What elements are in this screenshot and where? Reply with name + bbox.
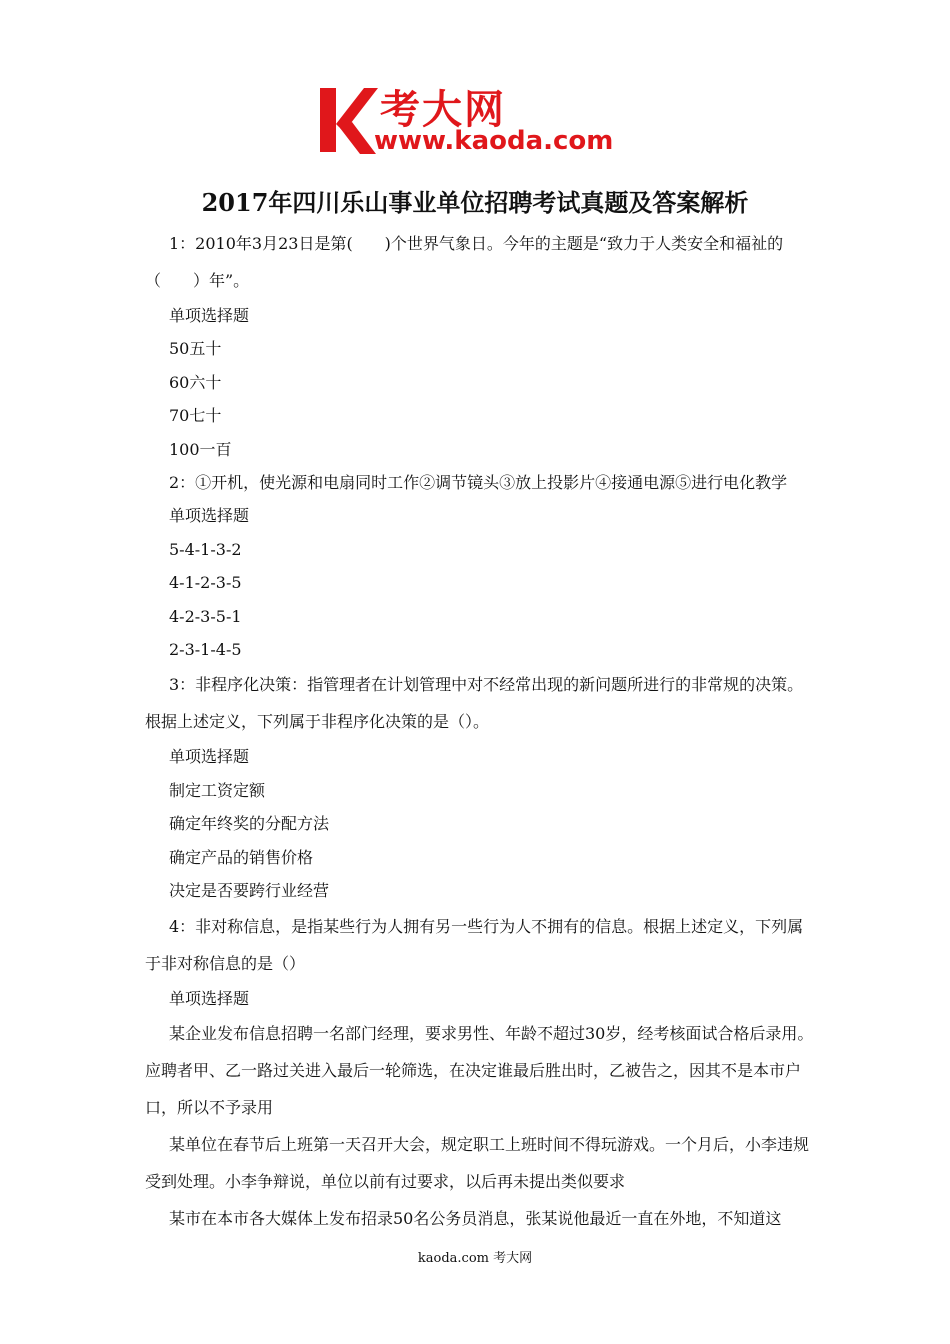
question-1-option-c: 70七十 bbox=[169, 406, 222, 426]
question-4-option-a: 某企业发布信息招聘一名部门经理，要求男性、年龄不超过30岁，经考核面试合格后录用。应聘者甲、乙一路过关进入最后一轮筛选，在决定谁最后胜出时，乙被告之，因其不是本市户口，所以不予录用 bbox=[145, 1023, 814, 1117]
k-logo-icon bbox=[318, 84, 378, 158]
question-2-option-b: 4-1-2-3-5 bbox=[169, 573, 242, 593]
question-4-type: 单项选择题 bbox=[169, 988, 250, 1008]
question-1-type: 单项选择题 bbox=[169, 306, 250, 325]
question-3-option-d: 决定是否要跨行业经营 bbox=[169, 881, 330, 901]
question-4-option-b: 某单位在春节后上班第一天召开大会，规定职工上班时间不得玩游戏。一个月后，小李违规受到处理。小李争辩说，单位以前有过要求，以后再未提出类似要求 bbox=[145, 1134, 810, 1191]
question-2-option-a: 5-4-1-3-2 bbox=[169, 539, 242, 559]
question-2-type: 单项选择题 bbox=[169, 506, 250, 526]
kaoda-logo bbox=[318, 80, 638, 162]
page-footer: kaoda.com 考大网 bbox=[417, 1251, 533, 1266]
question-2-stem: 2：①开机，使光源和电扇同时工作②调节镜头③放上投影片④接通电源⑤进行电化教学 bbox=[169, 473, 788, 493]
question-3-option-b: 确定年终奖的分配方法 bbox=[169, 814, 330, 834]
question-1-option-a: 50五十 bbox=[169, 339, 222, 359]
question-4-option-c: 某市在本市各大媒体上发布招录50名公务员消息，张某说他最近一直在外地，不知道这 bbox=[169, 1208, 782, 1228]
question-1-stem: 1：2010年3月23日是第( )个世界气象日。今年的主题是“致力于人类安全和福祉的（ ）年”。 bbox=[145, 234, 784, 290]
question-3-stem: 3：非程序化决策：指管理者在计划管理中对不经常出现的新问题所进行的非常规的决策。根据上述定义，下列属于非程序化决策的是（）。 bbox=[145, 675, 804, 732]
logo-chinese-name: 考大网 bbox=[380, 87, 506, 133]
question-3-type: 单项选择题 bbox=[169, 747, 250, 767]
page-title: 2017年四川乐山事业单位招聘考试真题及答案解析 bbox=[201, 188, 749, 217]
document-body bbox=[145, 225, 815, 1237]
question-3-option-a: 制定工资定额 bbox=[169, 780, 266, 800]
question-2-option-d: 2-3-1-4-5 bbox=[169, 640, 242, 660]
question-1-option-b: 60六十 bbox=[169, 372, 222, 392]
question-3-option-c: 确定产品的销售价格 bbox=[169, 847, 314, 867]
question-2-option-c: 4-2-3-5-1 bbox=[169, 606, 242, 626]
question-4-stem: 4：非对称信息，是指某些行为人拥有另一些行为人不拥有的信息。根据上述定义，下列属于非对称信息的是（） bbox=[145, 916, 804, 973]
logo-url: www.kaoda.com bbox=[374, 126, 614, 156]
question-1-option-d: 100一百 bbox=[169, 439, 232, 459]
